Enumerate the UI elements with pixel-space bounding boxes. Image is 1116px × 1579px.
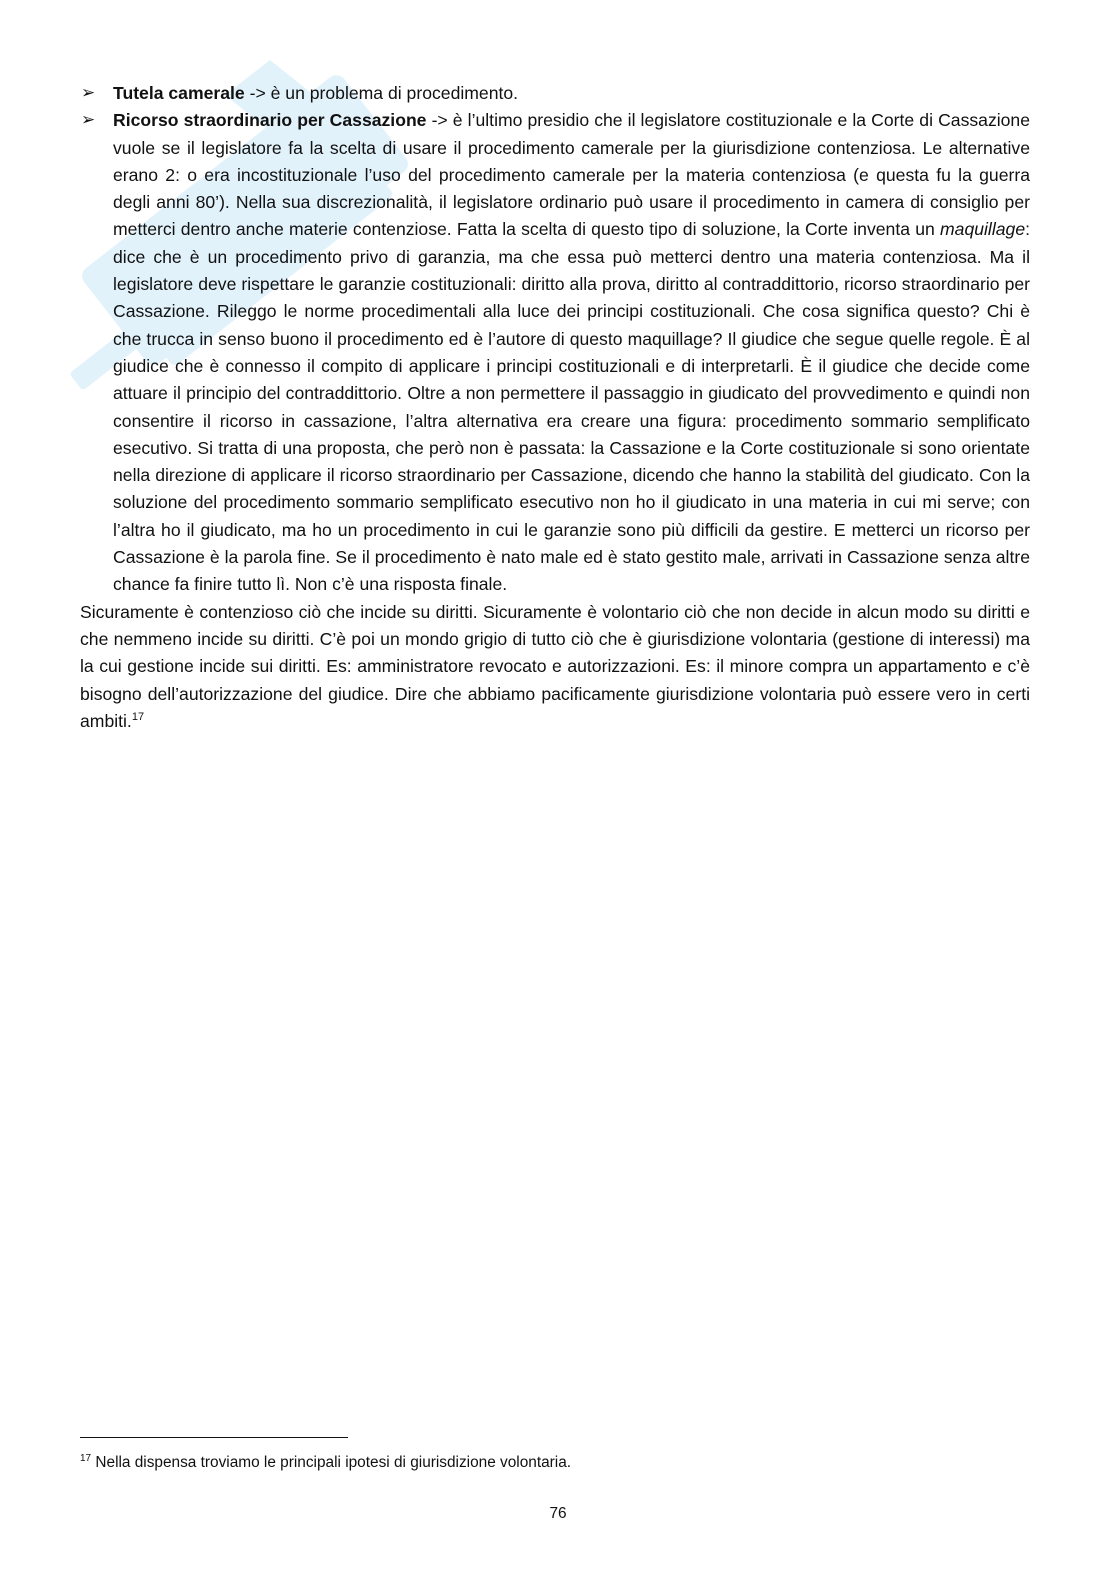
footnote-text: Nella dispensa troviamo le principali ipotesi di giurisdizione volontaria.	[91, 1454, 572, 1471]
paragraph-text: Sicuramente è contenzioso ciò che incide su diritti. Sicuramente è volontario ciò che non decide in alcun modo su diritti e che nemmeno incide su diritti. C’è poi un mondo grigio di tutto ciò che è giurisdizione volontaria (gestione di interessi) ma la cui gestione incide sui diritti. Es: amministratore revocato e autorizzazioni. Es: il minore compra un appartamento e c’è bisogno dell’autorizzazione del giudice. Dire che abbiamo pacificamente giurisdizione volontaria può essere vero in certi ambiti.	[80, 601, 1030, 731]
bullet-term: Ricorso straordinario per Cassazione	[113, 110, 427, 131]
bullet-description-part-2: : dice che è un procedimento privo di garanzia, ma che essa può metterci dentro una materia contenziosa. Ma il legislatore deve rispettare le garanzie costituzionali: diritto alla prova, diritto al contraddittorio, ricorso straordinario per Cassazione. Rileggo le norme procedimentali alla luce dei principi costituzionali. Che cosa significa questo? Chi è che trucca in senso buono il procedimento ed è l’autore di questo maquillage? Il giudice che segue quelle regole. È al giudice che è connesso il compito di applicare i principi costituzionali e di interpretarli. È il giudice che decide come attuare il principio del contraddittorio. Oltre a non permettere il passaggio in giudicato del provvedimento e quindi non consentire il ricorso in cassazione, l’altra alternativa era creare una figura: procedimento sommario semplificato esecutivo. Si tratta di una proposta, che però non è passata: la Cassazione e la Corte costituzionale si sono orientate nella direzione di applicare il ricorso straordinario per Cassazione, dicendo che hanno la stabilità del giudicato. Con la soluzione del procedimento sommario semplificato esecutivo non ho il giudicato in una materia in cui mi serve; con l’altra ho il giudicato, ma ho un procedimento in cui le garanzie sono più difficili da gestire. E metterci un ricorso per Cassazione è la parola fine. Se il procedimento è nato male ed è stato gestito male, arrivati in Cassazione senza altre chance fa finire tutto lì. Non c’è una risposta finale.	[113, 219, 1030, 595]
bullet-description: -> è un problema di procedimento.	[244, 83, 519, 103]
bullet-description-part-1: -> è l’ultimo presidio che il legislatore costituzionale e la Corte di Cassazione vuole se il legislatore fa la scelta di usare il procedimento camerale per la giurisdizione contenziosa. Le alternative erano 2: o era incostituzionale l’uso del procedimento camerale per la materia contenziosa (e questa fu la guerra degli anni 80’). Nella sua discrezionalità, il legislatore ordinario può usare il procedimento in camera di consiglio per metterci dentro anche materie contenziose. Fatta la scelta di questo tipo di soluzione, la Corte inventa un	[113, 110, 1031, 240]
body-paragraph	[80, 599, 1030, 735]
bullet-arrow-icon: ➢	[81, 110, 96, 131]
bullet-arrow-icon: ➢	[81, 83, 96, 103]
bullet-term: Tutela camerale	[113, 83, 245, 103]
footnote-separator	[80, 1437, 348, 1438]
italic-term: maquillage	[940, 219, 1026, 240]
page-body	[80, 80, 1030, 735]
bullet-tutela-camerale	[80, 80, 1030, 107]
bullet-ricorso-straordinario	[80, 107, 1030, 598]
footnote-number: 17	[80, 1452, 92, 1464]
footnote	[80, 1452, 1030, 1474]
bullet-text	[113, 80, 1030, 107]
footnote-reference[interactable]: 17	[131, 710, 145, 723]
bullet-text	[113, 107, 1030, 598]
page-number: 76	[549, 1505, 567, 1522]
